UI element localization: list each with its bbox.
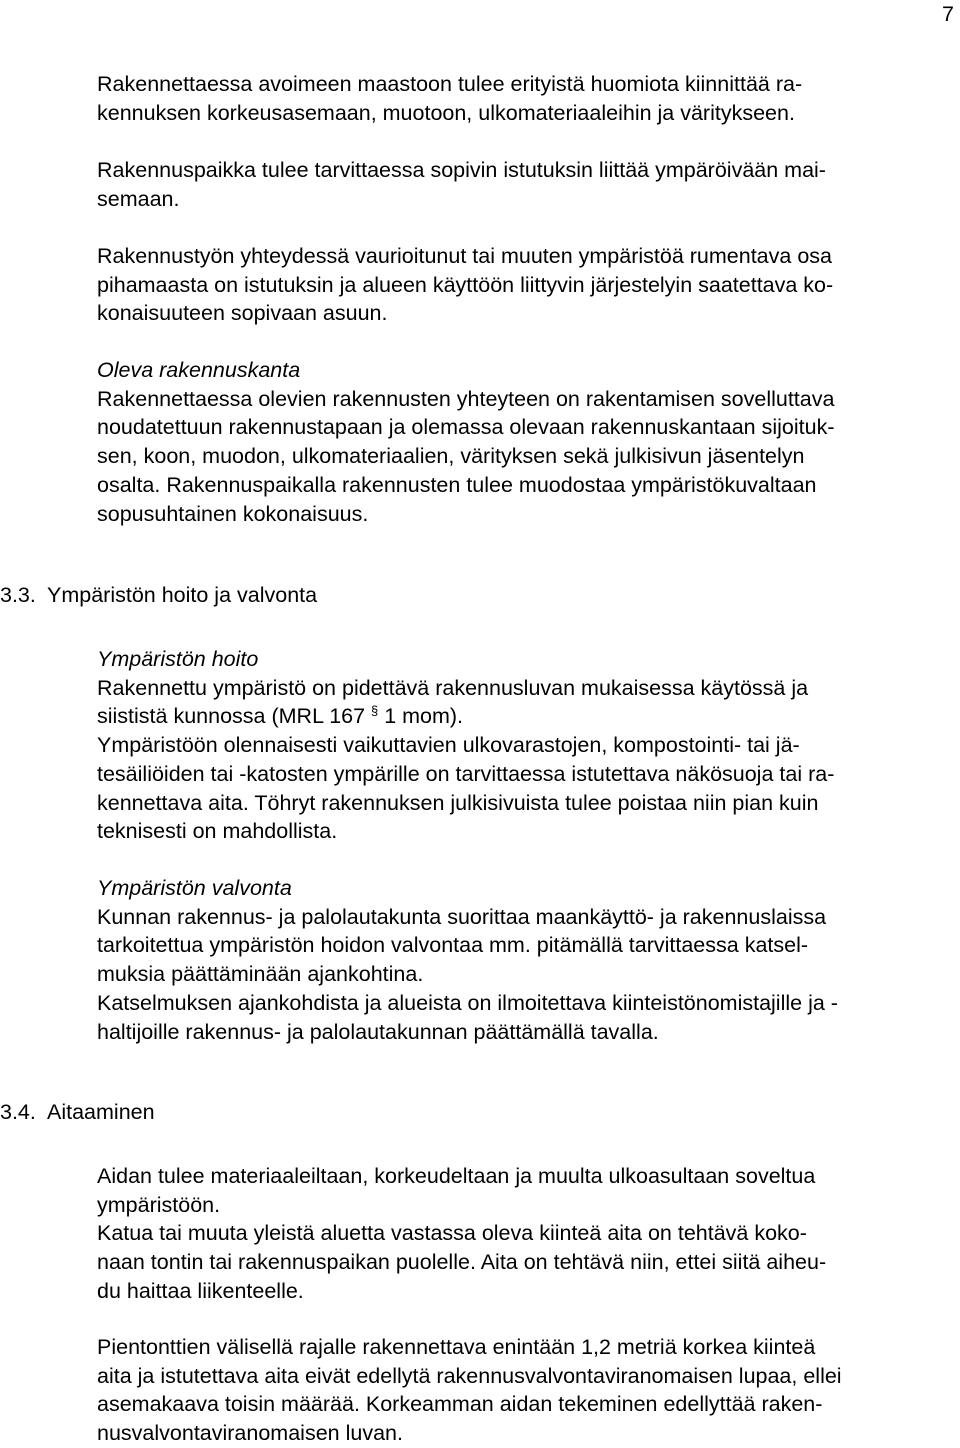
section-title: Ympäristön hoito ja valvonta [47,583,318,607]
paragraph-construction-damage [97,242,957,328]
text-line: kennuksen korkeusasemaan, muotoon, ulkomateriaaleihin ja väritykseen. [97,100,795,125]
text-line: Rakennustyön yhteydessä vaurioitunut tai muuten ympäristöä rumentava osa [97,244,832,268]
subsection-title: Ympäristön hoito [97,647,259,671]
text-line: du haittaa liikenteelle. [97,1278,304,1303]
text-fragment: siististä kunnossa (MRL 167 [97,704,372,729]
text-line: Katua tai muuta yleistä aluetta vastassa oleva kiinteä aita on tehtävä koko- [97,1221,807,1246]
text-line: osalta. Rakennuspaikalla rakennusten tulee muodostaa ympäristökuvaltaan [97,472,817,497]
paragraph-small-plot-fences [97,1333,957,1448]
text-line: tesäiliöiden tai -katosten ympärille on tarvittaessa istutettava näkösuoja tai ra- [97,761,835,786]
page-number: 7 [942,2,954,26]
text-line: Kunnan rakennus- ja palolautakunta suorittaa maankäyttö- ja rakennuslaissa [97,904,827,929]
text-line: haltijoille rakennus- ja palolautakunnan päättämällä tavalla. [97,1019,659,1044]
text-line: Ympäristöön olennaisesti vaikuttavien ulkovarastojen, kompostointi- tai jä- [97,733,800,758]
text-line: pihamaasta on istutuksin ja alueen käyttöön liittyvin järjestelyin saatettava ko- [97,272,834,297]
text-line: Rakennettu ympäristö on pidettävä rakennusluvan mukaisessa käytössä ja [97,675,809,700]
section-environment-care [97,645,957,846]
text-line: Aidan tulee materiaaleiltaan, korkeudeltaan ja muulta ulkoasultaan soveltua [97,1164,816,1188]
text-line: nusvalvontaviranomaisen luvan. [97,1421,403,1446]
text-line: asemakaava toisin määrää. Korkeamman aidan tekeminen edellyttää raken- [97,1392,823,1417]
text-line: naan tontin tai rakennuspaikan puolelle. Aita on tehtävä niin, ettei siitä aiheu- [97,1250,827,1275]
text-line: Katselmuksen ajankohdista ja alueista on ilmoitettava kiinteistönomistajille ja - [97,990,838,1015]
text-line: Pientonttien välisellä rajalle rakennettava enintään 1,2 metriä korkea kiinteä [97,1335,816,1359]
section-number: 3.4. [0,1100,36,1124]
section-number: 3.3. [0,583,36,607]
text-line: konaisuuteen sopivaan asuun. [97,301,388,326]
text-line [97,702,957,731]
text-line: Rakennettaessa avoimeen maastoon tulee erityistä huomiota kiinnittää ra- [97,72,803,96]
text-line: muksia päättäminään ajankohtina. [97,962,424,987]
section-existing-buildings [97,356,957,528]
text-line: sen, koon, muodon, ulkomateriaalien, värityksen sekä julkisivun jäsentelyn [97,444,805,469]
text-line: Rakennuspaikka tulee tarvittaessa sopivin istutuksin liittää ympäröivään mai- [97,158,826,182]
subsection-title: Oleva rakennuskanta [97,358,301,382]
subsection-title: Ympäristön valvonta [97,876,292,900]
text-line: ympäristöön. [97,1192,221,1217]
text-line: Rakennettaessa olevien rakennusten yhteyteen on rakentamisen sovelluttava [97,386,835,411]
text-line: tarkoitettua ympäristön hoidon valvontaa mm. pitämällä tarvittaessa katsel- [97,933,809,958]
text-line: semaan. [97,186,180,211]
text-line: noudatettuun rakennustapaan ja olemassa olevaan rakennuskantaan sijoituk- [97,415,835,440]
text-line: teknisesti on mahdollista. [97,819,338,844]
text-fragment: 1 mom). [378,704,464,729]
text-line: kennettava aita. Töhryt rakennuksen julkisivuista tulee poistaa niin pian kuin [97,790,819,815]
section-environment-supervision [97,874,957,1046]
text-line: sopusuhtainen kokonaisuus. [97,501,369,526]
section-title: Aitaaminen [47,1100,155,1124]
paragraph-open-terrain [97,70,957,127]
text-line: aita ja istutettava aita eivät edellytä rakennusvalvontaviranomaisen lupaa, ellei [97,1363,842,1388]
paragraph-fencing-requirements [97,1162,957,1306]
section-sign: § [371,703,379,719]
paragraph-plantings [97,156,957,213]
